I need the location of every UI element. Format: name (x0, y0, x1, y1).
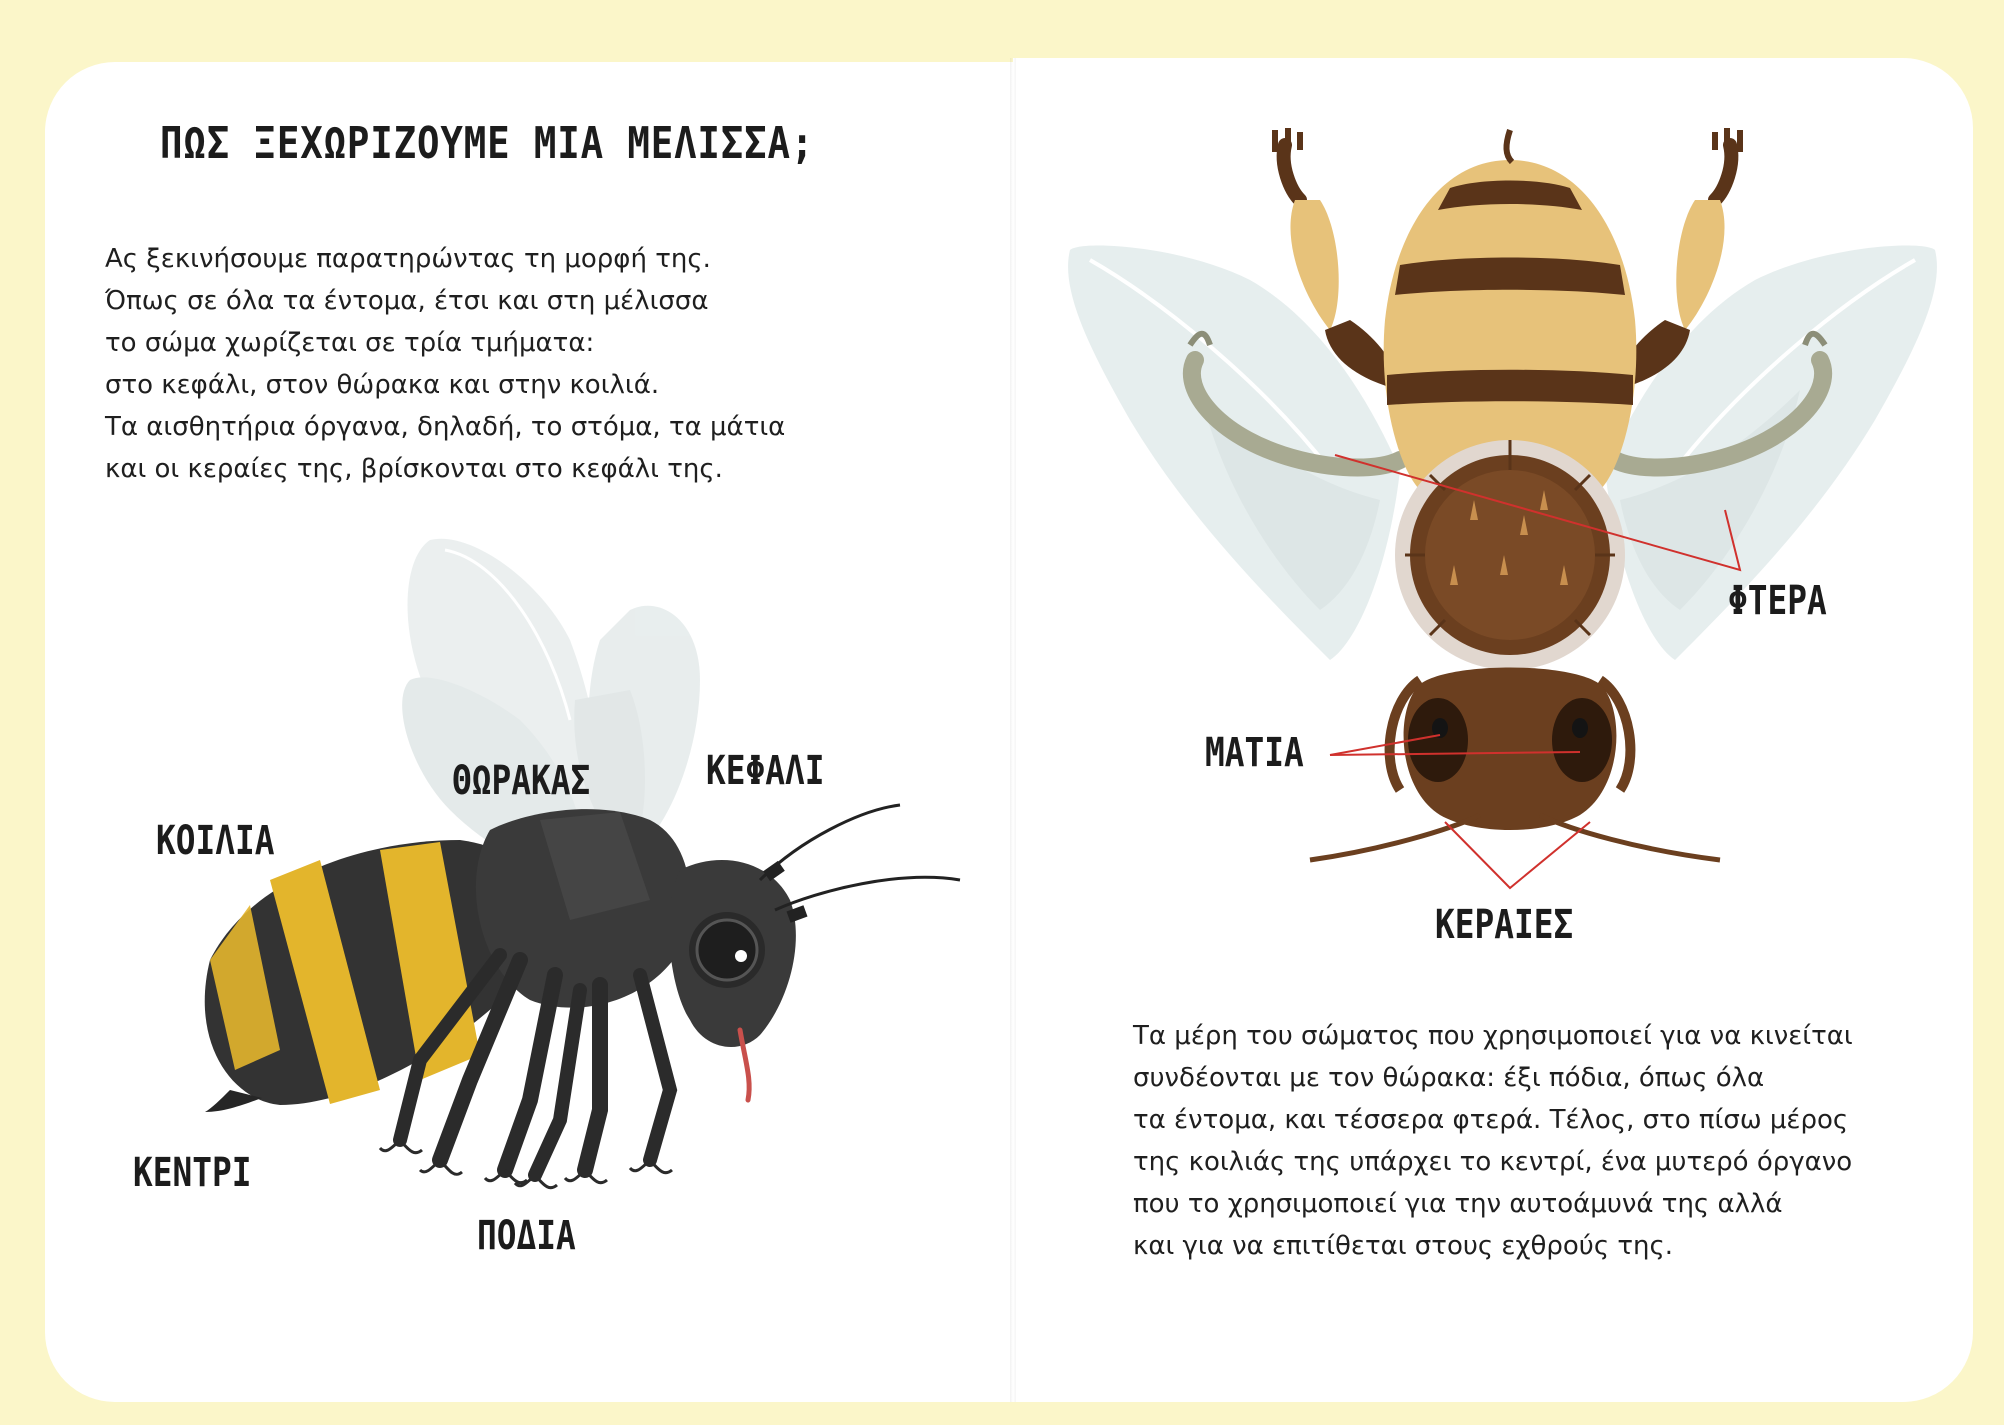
intro-line: Ας ξεκινήσουμε παρατηρώντας τη μορφή της. (105, 244, 711, 274)
honeybee-abdomen (1384, 130, 1637, 490)
outro-line: συνδέονται με τον θώρακα: έξι πόδια, όπως όλα (1133, 1063, 1765, 1093)
label-eyes: ΜΑΤΙΑ (1205, 730, 1304, 776)
label-sting: ΚΕΝΤΡΙ (133, 1150, 252, 1196)
honeybee-thorax (1395, 440, 1625, 670)
bee-side-head (669, 805, 960, 1100)
outro-paragraph (1133, 1015, 1853, 1267)
honeybee-head (1310, 668, 1720, 861)
bee-side-claws (380, 1140, 672, 1188)
intro-line: και οι κεραίες της, βρίσκονται στο κεφάλι της. (105, 454, 723, 484)
label-head: ΚΕΦΑΛΙ (706, 748, 825, 794)
intro-paragraph (105, 238, 785, 490)
label-legs: ΠΟΔΙΑ (477, 1213, 576, 1259)
intro-line: στο κεφάλι, στον θώρακα και στην κοιλιά. (105, 370, 660, 400)
page-title: ΠΩΣ ΞΕΧΩΡΙΖΟΥΜΕ ΜΙΑ ΜΕΛΙΣΣΑ; (160, 118, 815, 169)
label-wings: ΦΤΕΡΑ (1728, 578, 1827, 624)
outro-line: που το χρησιμοποιεί για την αυτοάμυνά της αλλά (1133, 1189, 1783, 1219)
outro-line: της κοιλιάς της υπάρχει το κεντρί, ένα μυτερό όργανο (1133, 1147, 1853, 1177)
label-antennae: ΚΕΡΑΙΕΣ (1435, 902, 1574, 948)
intro-line: Τα αισθητήρια όργανα, δηλαδή, το στόμα, τα μάτια (105, 412, 786, 442)
outro-line: τα έντομα, και τέσσερα φτερά. Τέλος, στο πίσω μέρος (1133, 1105, 1849, 1135)
outro-line: Τα μέρη του σώματος που χρησιμοποιεί για να κινείται (1133, 1021, 1853, 1051)
intro-line: Όπως σε όλα τα έντομα, έτσι και στη μέλισσα (105, 286, 709, 316)
intro-line: το σώμα χωρίζεται σε τρία τμήματα: (105, 328, 595, 358)
label-thorax: ΘΩΡΑΚΑΣ (452, 758, 591, 804)
label-abdomen: ΚΟΙΛΙΑ (156, 818, 275, 864)
outro-line: και για να επιτίθεται στους εχθρούς της. (1133, 1231, 1674, 1261)
